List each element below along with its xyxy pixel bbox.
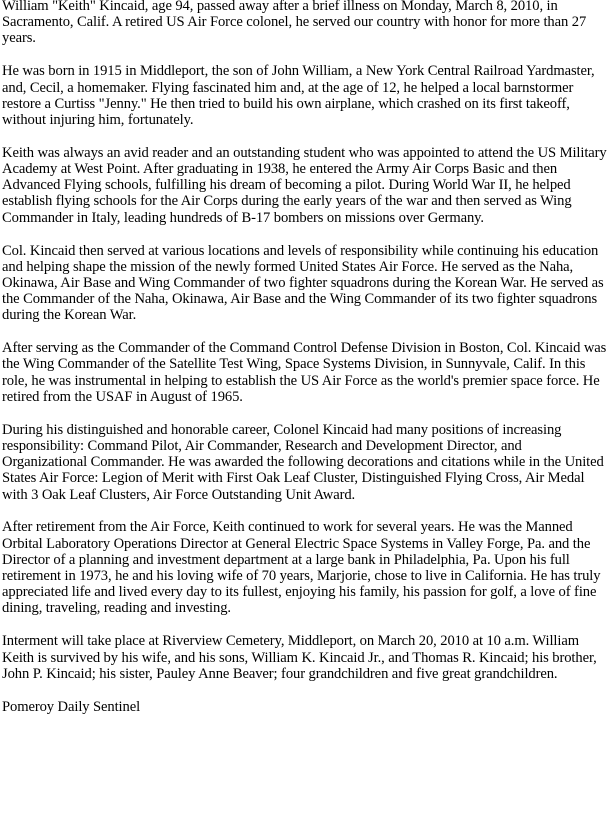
source-credit: Pomeroy Daily Sentinel bbox=[2, 698, 141, 715]
paragraph-interment-survivors: Interment will take place at Riverview Cemetery, Middleport, on March 20, 2010 at 10 a.m. William Keith is survived by his wife, and his sons, William K. Kincaid Jr., and Thomas R. Kincaid; his brother, John P. Kincaid; his sister, Pauley Anne Beaver; four grandchildren and five great grandchildren. bbox=[2, 633, 597, 682]
paragraph-retirement: After retirement from the Air Force, Keith continued to work for several years. He was the Manned Orbital Laboratory Operations Director at General Electric Space Systems in Valley Forge, Pa. and the Director of a planning and investment department at a large bank in Philadelphia, Pa. Upon his full retirement in 1973, he and his loving wife of 70 years, Marjorie, chose to live in California. He has truly appreciated life and lived every day to its fullest, enjoying his family, his passion for golf, a love of fine dining, traveling, reading and investing. bbox=[2, 519, 601, 617]
paragraph-korean-war: Col. Kincaid then served at various locations and levels of responsibility while continuing his education and helping shape the mission of the newly formed United States Air Force. He served as the Naha, Okinawa, Air Base and Wing Commander of two fighter squadrons during the Korean War. He served as the Commander of the Naha, Okinawa, Air Base and the Wing Commander of its two fighter squadrons during the Korean War. bbox=[2, 242, 604, 324]
paragraph-west-point-wwii: Keith was always an avid reader and an outstanding student who was appointed to attend the US Military Academy at West Point. After graduating in 1938, he entered the Army Air Corps Basic and then Advanced Flying schools, fulfilling his dream of becoming a pilot. During World War II, he helped establish flying schools for the Air Corps during the early years of the war and then served as Wing Commander in Italy, leading hundreds of B-17 bombers on missions over Germany. bbox=[2, 144, 607, 226]
paragraph-death-notice: William "Keith" Kincaid, age 94, passed away after a brief illness on Monday, March 8, 2010, in Sacramento, Calif. A retired US Air Force colonel, he served our country with honor for more than 27 years. bbox=[2, 0, 587, 47]
paragraph-space-systems: After serving as the Commander of the Command Control Defense Division in Boston, Col. Kincaid was the Wing Commander of the Satellite Test Wing, Space Systems Division, in Sunnyvale, Calif. In this role, he was instrumental in helping to establish the US Air Force as the world's premier space force. He retired from the USAF in August of 1965. bbox=[2, 340, 607, 405]
paragraph-career-awards: During his distinguished and honorable career, Colonel Kincaid had many positions of increasing responsibility: Command Pilot, Air Commander, Research and Development Director, and Organizational Commander. He was awarded the following decorations and citations while in the United States Air Force: Legion of Merit with First Oak Leaf Cluster, Distinguished Flying Cross, Air Medal with 3 Oak Leaf Clusters, Air Force Outstanding Unit Award. bbox=[2, 421, 604, 503]
paragraph-early-life: He was born in 1915 in Middleport, the son of John William, a New York Central Railroad Yardmaster, and, Cecil, a homemaker. Flying fascinated him and, at the age of 12, he helped a local barnstormer restore a Curtiss "Jenny." He then tried to build his own airplane, which crashed on its first takeoff, without injuring him, fortunately. bbox=[2, 63, 595, 128]
